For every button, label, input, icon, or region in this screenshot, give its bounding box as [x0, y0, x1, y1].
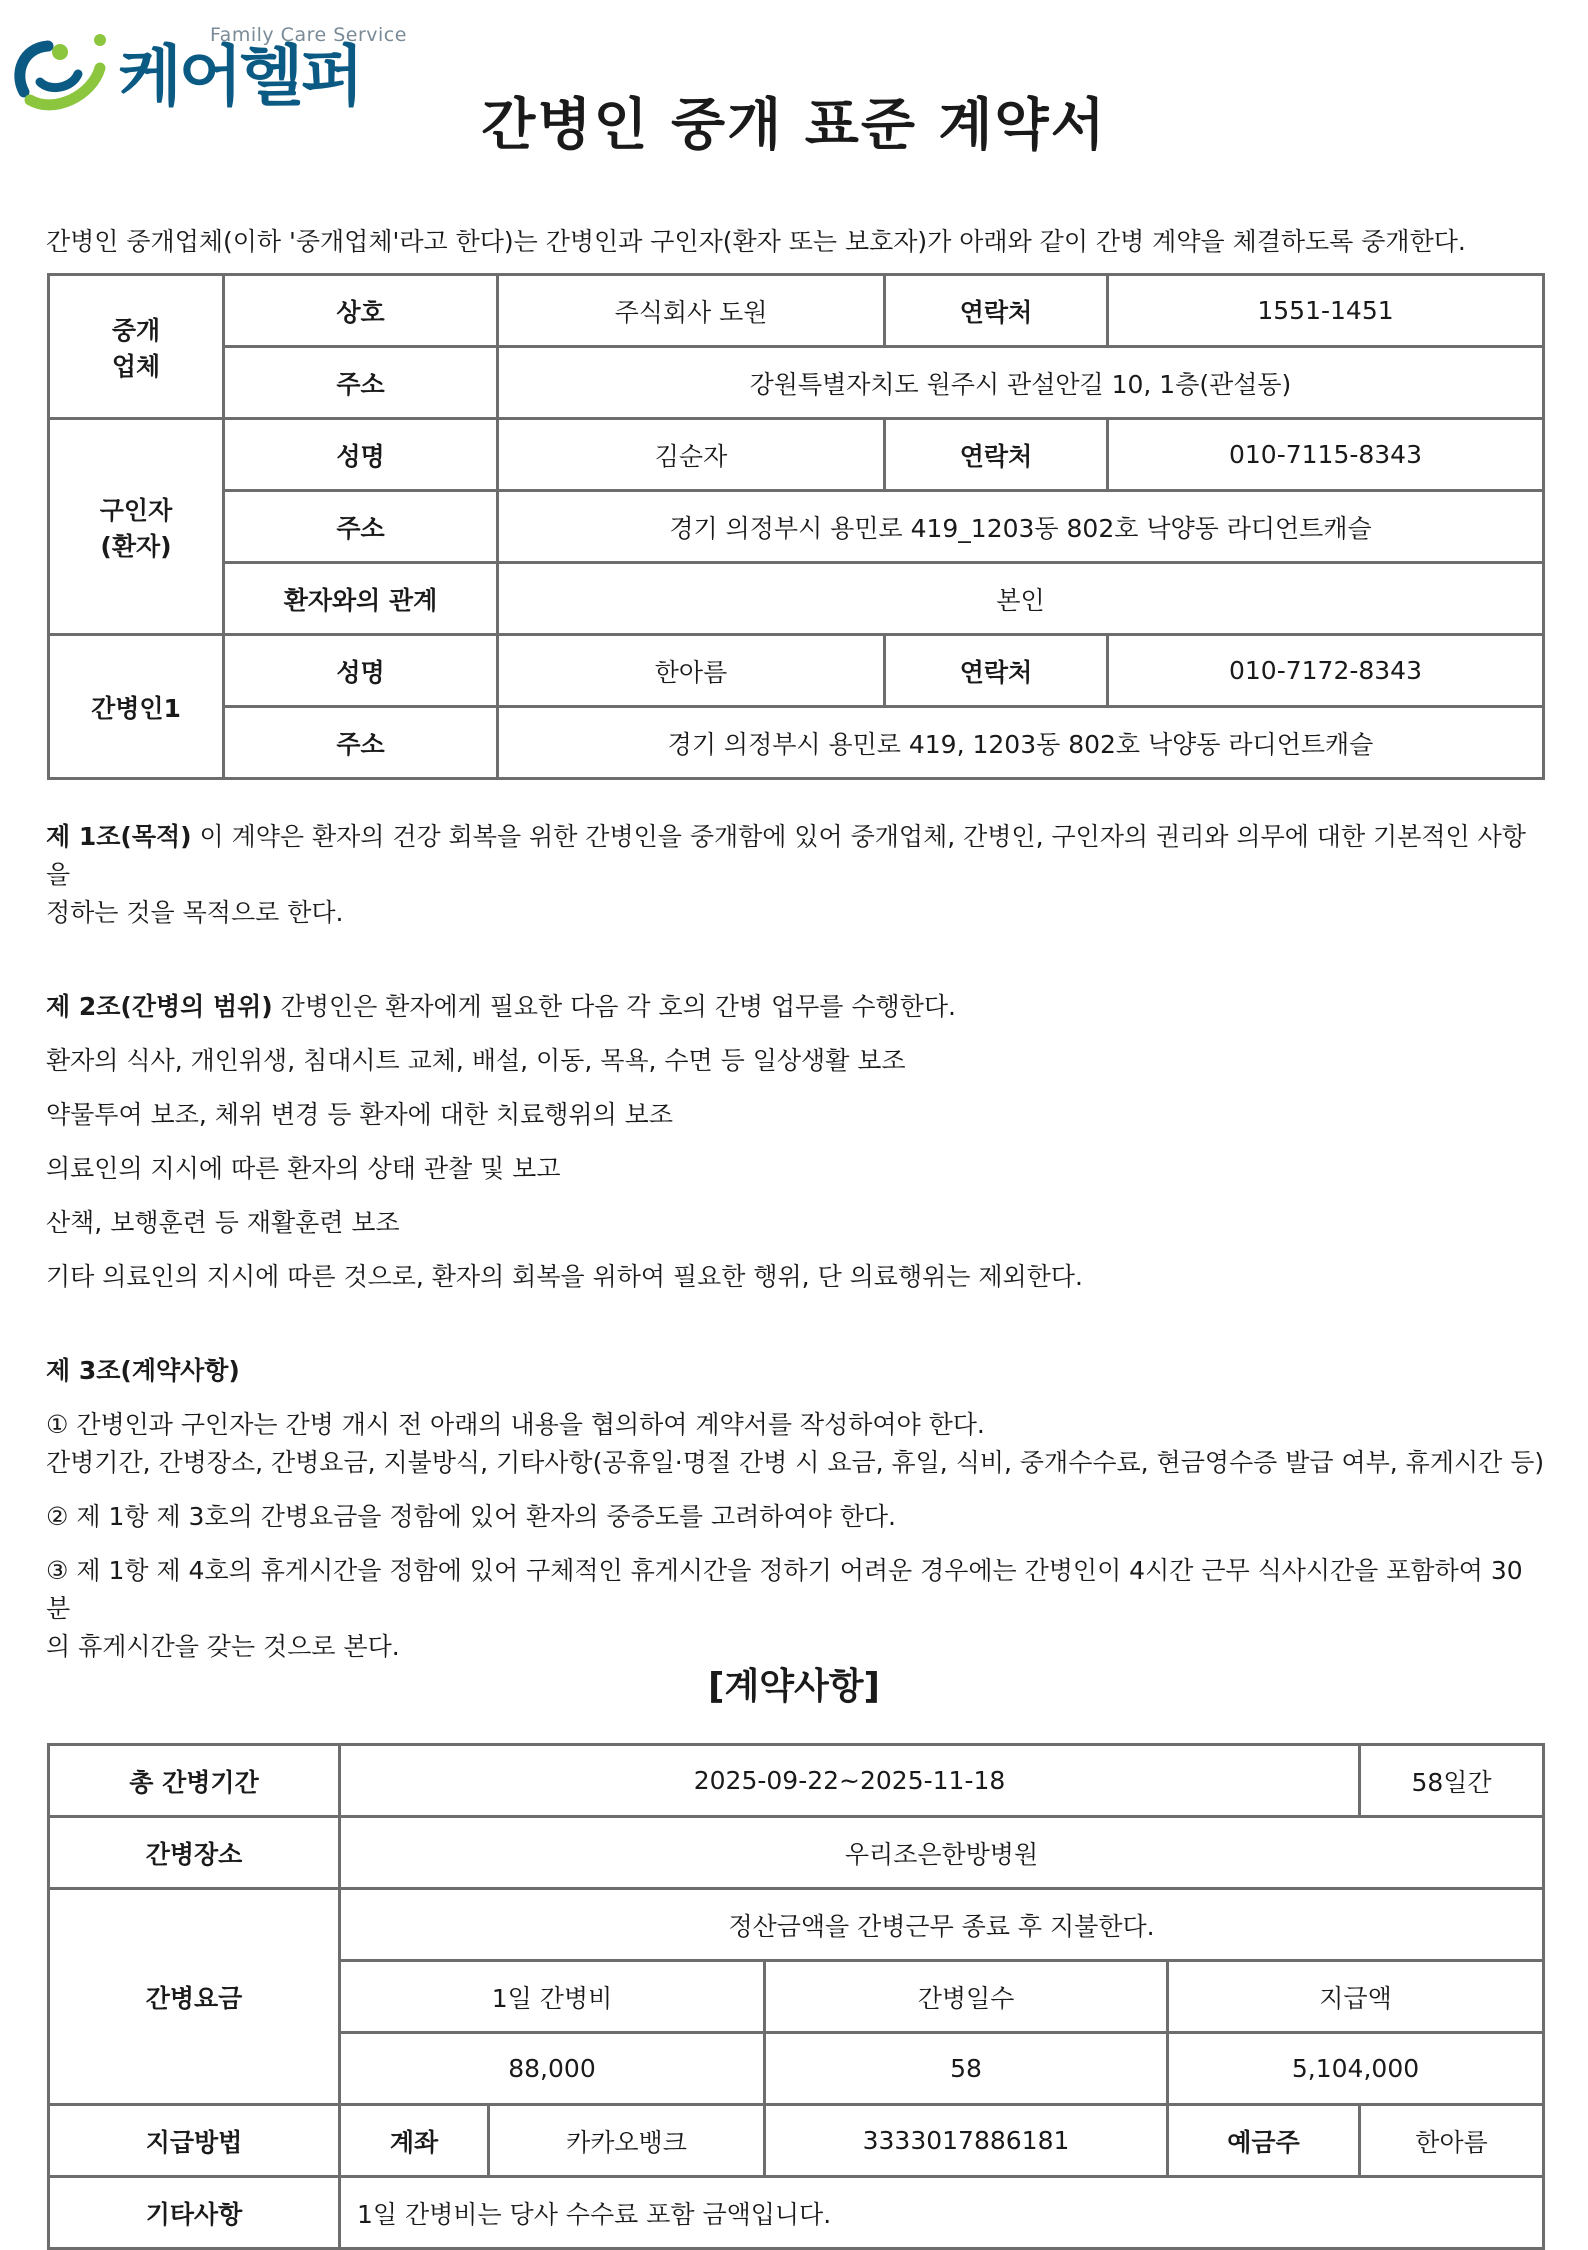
- amount-value: 5,104,000: [1168, 2033, 1544, 2105]
- client-row-3: [49, 563, 1544, 635]
- fee-row-1: [49, 1889, 1544, 1961]
- clause-2-item: 환자의 식사, 개인위생, 침대시트 교체, 배설, 이동, 목욕, 수면 등 일상생활 보조: [46, 1046, 906, 1075]
- contract-heading: [계약사항]: [707, 1666, 880, 1707]
- holder-name: 한아름: [1360, 2105, 1544, 2177]
- client-contact: 010-7115-8343: [1108, 419, 1544, 491]
- caregiver-contact-label: 연락처: [885, 635, 1108, 707]
- clause-2-item: 기타 의료인의 지시에 따른 것으로, 환자의 회복을 위하여 필요한 행위, 단 의료행위는 제외한다.: [46, 1262, 1083, 1291]
- days-label: 간병일수: [765, 1961, 1168, 2033]
- client-relation: 본인: [498, 563, 1544, 635]
- clause-2: [46, 988, 1546, 1026]
- contract-table: [47, 1743, 1545, 2250]
- client-address-label: 주소: [224, 491, 498, 563]
- account-number: 3333017886181: [765, 2105, 1168, 2177]
- place-label: 간병장소: [49, 1817, 340, 1889]
- agency-address-label: 주소: [224, 347, 498, 419]
- clauses-section: [46, 818, 1546, 1666]
- account-label: 계좌: [340, 2105, 489, 2177]
- clause-3-para-1: ① 간병인과 구인자는 간병 개시 전 아래의 내용을 협의하여 계약서를 작성하여야 한다.: [46, 1410, 985, 1439]
- caregiver-row-2: [49, 707, 1544, 779]
- caregiver-label: 간병인1: [49, 635, 224, 779]
- clause-3-heading: 제 3조(계약사항): [46, 1356, 240, 1385]
- clause-2-item: 산책, 보행훈련 등 재활훈련 보조: [46, 1208, 400, 1237]
- client-name: 김순자: [498, 419, 885, 491]
- agency-row-1: [49, 275, 1544, 347]
- clause-3-para-3-cont: 의 휴게시간을 갖는 것으로 본다.: [46, 1632, 400, 1661]
- period-days: 58일간: [1360, 1745, 1544, 1817]
- parties-table: [47, 273, 1545, 780]
- client-contact-label: 연락처: [885, 419, 1108, 491]
- document-title: 간병인 중개 표준 계약서: [481, 93, 1107, 158]
- clause-1-text: 이 계약은 환자의 건강 회복을 위한 간병인을 중개함에 있어 중개업체, 간병인, 구인자의 권리와 의무에 대한 기본적인 사항을: [46, 822, 1526, 889]
- amount-label: 지급액: [1168, 1961, 1544, 2033]
- fee-label: 간병요금: [49, 1889, 340, 2105]
- payment-label: 지급방법: [49, 2105, 340, 2177]
- client-label: 구인자 (환자): [49, 419, 224, 635]
- caregiver-address: 경기 의정부시 용민로 419, 1203동 802호 낙양동 라디언트캐슬: [498, 707, 1544, 779]
- logo-tagline: Family Care Service: [210, 24, 407, 46]
- place-row: [49, 1817, 1544, 1889]
- caregiver-address-label: 주소: [224, 707, 498, 779]
- agency-contact-label: 연락처: [885, 275, 1108, 347]
- etc-row: [49, 2177, 1544, 2249]
- agency-row-2: [49, 347, 1544, 419]
- clause-2-item: 의료인의 지시에 따른 환자의 상태 관찰 및 보고: [46, 1154, 561, 1183]
- agency-address: 강원특별자치도 원주시 관설안길 10, 1층(관설동): [498, 347, 1544, 419]
- days-value: 58: [765, 2033, 1168, 2105]
- daily-fee-value: 88,000: [340, 2033, 765, 2105]
- clause-2-heading: 제 2조(간병의 범위): [46, 992, 273, 1021]
- client-row-2: [49, 491, 1544, 563]
- holder-label: 예금주: [1168, 2105, 1360, 2177]
- client-address: 경기 의정부시 용민로 419_1203동 802호 낙양동 라디언트캐슬: [498, 491, 1544, 563]
- logo-wordmark: 케어헬퍼: [118, 38, 362, 115]
- payment-row: [49, 2105, 1544, 2177]
- agency-label: 중개 업체: [49, 275, 224, 419]
- clause-2-text: 간병인은 환자에게 필요한 다음 각 호의 간병 업무를 수행한다.: [272, 992, 956, 1021]
- clause-1-cont: 정하는 것을 목적으로 한다.: [46, 898, 344, 927]
- clause-1-heading: 제 1조(목적): [46, 822, 192, 851]
- daily-fee-label: 1일 간병비: [340, 1961, 765, 2033]
- caregiver-name-label: 성명: [224, 635, 498, 707]
- client-relation-label: 환자와의 관계: [224, 563, 498, 635]
- period-label: 총 간병기간: [49, 1745, 340, 1817]
- clause-3-para-3: ③ 제 1항 제 4호의 휴게시간을 정함에 있어 구체적인 휴게시간을 정하기 어려운 경우에는 간병인이 4시간 근무 식사시간을 포함하여 30분: [46, 1556, 1523, 1623]
- clause-2-item: 약물투여 보조, 체위 변경 등 환자에 대한 치료행위의 보조: [46, 1100, 673, 1129]
- client-name-label: 성명: [224, 419, 498, 491]
- caregiver-name: 한아름: [498, 635, 885, 707]
- agency-name-label: 상호: [224, 275, 498, 347]
- clause-3-para-1-cont: 간병기간, 간병장소, 간병요금, 지불방식, 기타사항(공휴일·명절 간병 시 요금, 휴일, 식비, 중개수수료, 현금영수증 발급 여부, 휴게시간 등): [46, 1448, 1545, 1477]
- intro-text: 간병인 중개업체(이하 '중개업체'라고 한다)는 간병인과 구인자(환자 또는 보호자)가 아래와 같이 간병 계약을 체결하도록 중개한다.: [46, 227, 1466, 256]
- client-row-1: [49, 419, 1544, 491]
- agency-name: 주식회사 도원: [498, 275, 885, 347]
- period-value: 2025-09-22~2025-11-18: [340, 1745, 1360, 1817]
- period-row: [49, 1745, 1544, 1817]
- agency-contact: 1551-1451: [1108, 275, 1544, 347]
- caregiver-contact: 010-7172-8343: [1108, 635, 1544, 707]
- etc-value: 1일 간병비는 당사 수수료 포함 금액입니다.: [340, 2177, 1544, 2249]
- clause-3-para-2: ② 제 1항 제 3호의 간병요금을 정함에 있어 환자의 중증도를 고려하여야 한다.: [46, 1502, 896, 1531]
- clause-3: [46, 1352, 1546, 1390]
- etc-label: 기타사항: [49, 2177, 340, 2249]
- clause-1: [46, 818, 1546, 894]
- caregiver-row-1: [49, 635, 1544, 707]
- place-value: 우리조은한방병원: [340, 1817, 1544, 1889]
- fee-note: 정산금액을 간병근무 종료 후 지불한다.: [340, 1889, 1544, 1961]
- bank-name: 카카오뱅크: [489, 2105, 765, 2177]
